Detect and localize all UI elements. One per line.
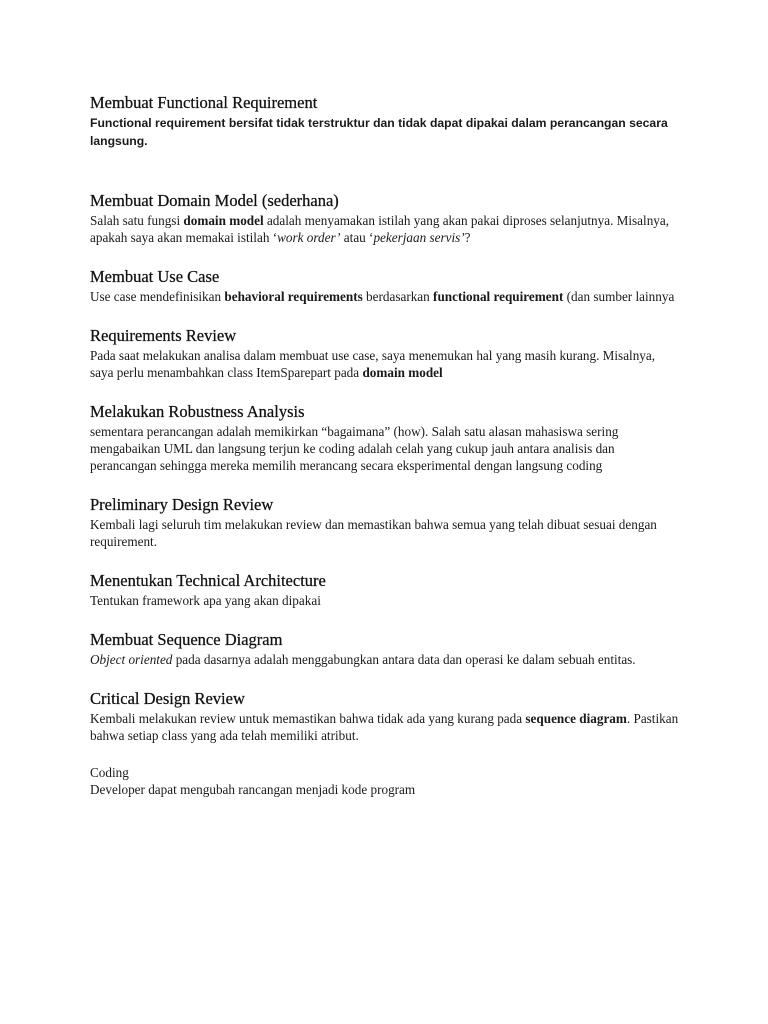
section-domain-model <box>90 190 680 246</box>
section-heading: Membuat Use Case <box>90 267 220 286</box>
body-text: Pada saat melakukan analisa dalam membuat use case, saya menemukan hal yang masih kurang. Misalnya, saya perlu menambahkan class ItemSparepart pada <box>90 348 656 380</box>
section-use-case <box>90 266 680 305</box>
body-text: Salah satu fungsi <box>90 213 184 228</box>
body-bold-term: sequence diagram <box>525 711 627 726</box>
section-sequence-diagram <box>90 629 680 668</box>
section-body <box>90 288 680 305</box>
body-text: Kembali melakukan review untuk memastikan bahwa tidak ada yang kurang pada <box>90 711 526 726</box>
section-heading: Menentukan Technical Architecture <box>90 571 326 590</box>
body-text: atau ‘ <box>340 230 374 245</box>
body-text: Use case mendefinisikan <box>90 289 225 304</box>
section-robustness-analysis <box>90 401 680 474</box>
section-heading: Membuat Functional Requirement <box>90 93 318 112</box>
section-heading: Membuat Domain Model (sederhana) <box>90 191 339 210</box>
body-bold-term: functional requirement <box>433 289 564 304</box>
section-heading: Critical Design Review <box>90 689 245 708</box>
section-preliminary-design-review <box>90 494 680 550</box>
body-text: pada dasarnya adalah menggabungkan antara data dan operasi ke dalam sebuah entitas. <box>172 652 636 667</box>
body-text: (dan sumber lainnya <box>563 289 675 304</box>
section-body <box>90 651 680 668</box>
section-body <box>90 212 680 246</box>
section-technical-architecture <box>90 570 680 609</box>
body-bold-term: domain model <box>362 365 443 380</box>
section-heading: Coding <box>90 765 129 780</box>
section-body: Kembali lagi seluruh tim melakukan review dan memastikan bahwa semua yang telah dibuat sesuai dengan requirement. <box>90 517 657 549</box>
section-functional-requirement <box>90 92 680 150</box>
section-heading: Membuat Sequence Diagram <box>90 630 283 649</box>
document-content <box>90 92 680 798</box>
body-bold-term: behavioral requirements <box>224 289 363 304</box>
section-body: Tentukan framework apa yang akan dipakai <box>90 593 321 608</box>
body-text: adalah menyamakan istilah yang akan pakai diproses selanjutnya. Misalnya, apakah saya akan memakai istilah ‘ <box>90 213 670 245</box>
section-requirements-review <box>90 325 680 381</box>
section-body <box>90 710 680 744</box>
body-bold-term: domain model <box>183 213 264 228</box>
section-coding <box>90 764 680 798</box>
body-text: ? <box>464 230 471 245</box>
body-italic-term: pekerjaan servis’ <box>373 230 465 245</box>
section-body: Functional requirement bersifat tidak terstruktur dan tidak dapat dipakai dalam perancangan secara langsung. <box>90 116 668 148</box>
body-italic-term: work order’ <box>277 230 341 245</box>
section-body <box>90 347 680 381</box>
body-text: . Pastikan bahwa setiap class yang ada telah memiliki atribut. <box>90 711 679 743</box>
section-body: Developer dapat mengubah rancangan menjadi kode program <box>90 782 416 797</box>
body-italic-term: Object oriented <box>90 652 173 667</box>
section-critical-design-review <box>90 688 680 744</box>
section-body: sementara perancangan adalah memikirkan “bagaimana” (how). Salah satu alasan mahasiswa sering mengabaikan UML dan langsung terjun ke coding adalah celah yang cukup jauh antara analisis dan perancangan sehingga mereka memilih merancang secara eksperimental dengan langsung coding <box>90 424 619 473</box>
section-heading: Preliminary Design Review <box>90 495 274 514</box>
section-heading: Requirements Review <box>90 326 237 345</box>
section-heading: Melakukan Robustness Analysis <box>90 402 305 421</box>
body-text: berdasarkan <box>362 289 434 304</box>
